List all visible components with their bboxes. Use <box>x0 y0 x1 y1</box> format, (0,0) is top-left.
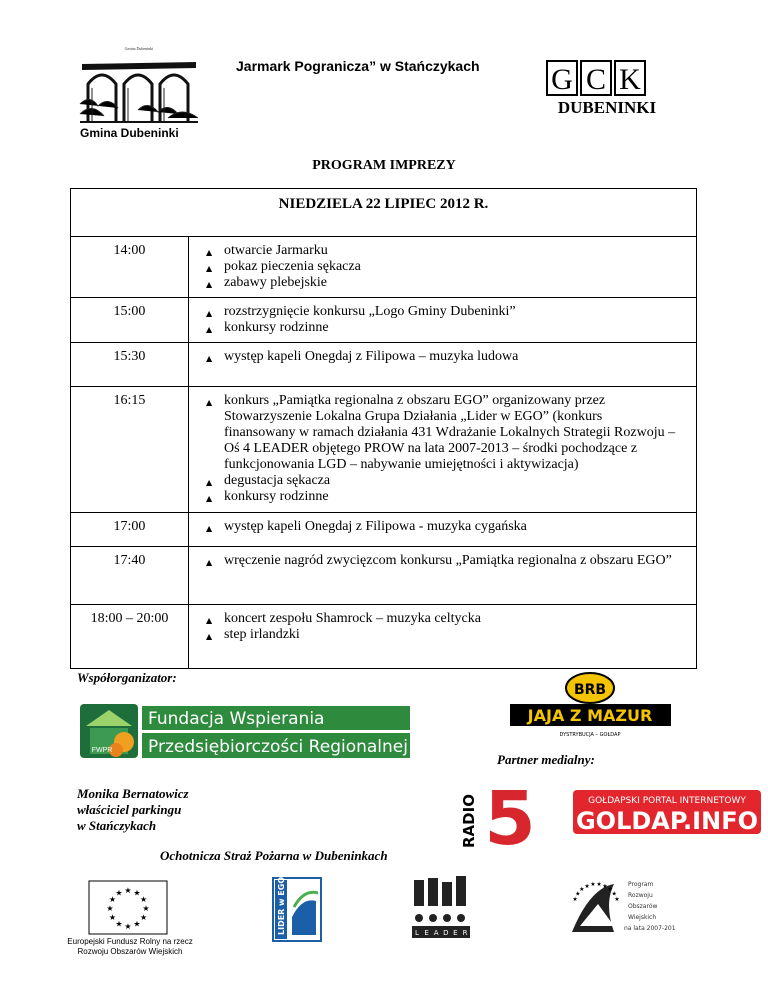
jaja-badge: BRB <box>573 682 607 698</box>
schedule-item-text: występ kapeli Onegdaj z Filipowa – muzyka ludowa <box>224 349 519 364</box>
bullet-icon: ▲ <box>206 494 213 503</box>
schedule-item-text: konkurs „Pamiątka regionalna z obszaru EGO” organizowany przez Stowarzyszenie Lokalna Grupa Działania „Lider w EGO” (konkurs finansowany w ramach działania 431 Wdrażanie Lokalnych Strategii Rozwoju – Oś 4 LEADER objętego PROW na lata 2007-2013 – środki pochodzące z funkcjonowania LGD – nabywanie umiejętności i aktywizacja) <box>224 393 676 472</box>
bullet-icon: ▲ <box>206 632 213 641</box>
eu-star-icon: ★ <box>115 919 123 929</box>
schedule-row <box>71 547 697 605</box>
prow-star-icon: ★ <box>602 883 608 890</box>
eu-star-icon: ★ <box>124 922 132 931</box>
eu-star-icon: ★ <box>133 919 141 929</box>
schedule-item <box>206 275 676 291</box>
schedule-item-text: pokaz pieczenia sękacza <box>224 259 361 274</box>
fundacja-line2: Przedsiębiorczości Regionalnej <box>148 737 408 757</box>
schedule-row <box>71 298 697 343</box>
monika-line-3: w Stańczykach <box>77 818 157 833</box>
jaja-name: JAJA Z MAZUR <box>527 706 653 725</box>
fundacja-badge: FWPR <box>91 747 113 754</box>
bullet-icon: ▲ <box>206 354 213 363</box>
schedule-time: 14:00 <box>71 237 189 298</box>
eu-star-icon: ★ <box>108 913 116 922</box>
schedule-items <box>189 547 697 605</box>
schedule-item-list <box>206 519 676 535</box>
gck-letter-c: C <box>585 63 607 96</box>
schedule-item <box>206 627 676 643</box>
gmina-dubeninki-logo <box>78 44 200 124</box>
bullet-icon: ▲ <box>206 558 213 567</box>
prow-star-icon: ★ <box>579 887 585 894</box>
monika-line-1: Monika Bernatowicz <box>77 786 189 801</box>
schedule-items <box>189 343 697 387</box>
osp-label: Ochotnicza Straż Pożarna w Dubeninkach <box>160 848 388 863</box>
event-title: Jarmark Pogranicza” w Stańczykach <box>236 58 480 74</box>
bullet-icon: ▲ <box>206 264 213 273</box>
bullet-icon: ▲ <box>206 398 213 407</box>
partner-label: Partner medialny: <box>497 752 595 767</box>
leader-letter: E <box>424 929 429 937</box>
schedule-time: 15:30 <box>71 343 189 387</box>
goldap-name: GOLDAP.INFO <box>575 807 759 834</box>
schedule-item <box>206 349 676 365</box>
gmina-logo-caption: Gmina Dubeninki <box>124 46 154 51</box>
schedule-item-text: konkursy rodzinne <box>224 320 329 335</box>
schedule-item-list <box>206 304 676 336</box>
schedule-item-text: otwarcie Jarmarku <box>224 243 328 258</box>
viaduct-drawing <box>78 44 200 124</box>
lider-w-ego-logo <box>272 877 322 942</box>
schedule-row <box>71 387 697 513</box>
schedule-item-text: koncert zespołu Shamrock – muzyka celtycka <box>224 611 481 626</box>
schedule-item-text: rozstrzygnięcie konkursu „Logo Gminy Dubeninki” <box>224 304 516 319</box>
prow-star-icon: ★ <box>611 891 617 898</box>
eu-flag-logo <box>88 880 168 935</box>
schedule-row <box>71 605 697 669</box>
eu-caption-line-1: Europejski Fundusz Rolny na rzecz <box>67 937 193 946</box>
leader-letter: L <box>415 929 419 937</box>
schedule-items <box>189 237 697 298</box>
schedule-item <box>206 519 676 535</box>
gck-letter-k: K <box>619 63 641 96</box>
bullet-icon: ▲ <box>206 616 213 625</box>
eu-star-icon: ★ <box>108 895 116 904</box>
schedule-items <box>189 513 697 547</box>
prow-star-icon: ★ <box>575 891 581 898</box>
monika-bernatowicz-block <box>77 786 189 834</box>
schedule-item-text: występ kapeli Onegdaj z Filipowa - muzyka cygańska <box>224 519 527 534</box>
goldap-info-logo <box>573 790 761 834</box>
fundacja-logo <box>80 702 410 760</box>
day-header: NIEDZIELA 22 LIPIEC 2012 R. <box>71 189 697 237</box>
bullet-icon: ▲ <box>206 524 213 533</box>
schedule-item <box>206 489 676 505</box>
gck-letter-g: G <box>551 63 573 96</box>
schedule-item-text: step irlandzki <box>224 627 300 642</box>
eu-star-icon: ★ <box>115 888 123 898</box>
prow-text-line: na lata 2007-2013 <box>624 925 675 932</box>
prow-text-line: Program <box>628 881 654 888</box>
eu-star-icon: ★ <box>140 913 148 922</box>
schedule-item <box>206 243 676 259</box>
schedule-time: 18:00 – 20:00 <box>71 605 189 669</box>
schedule-item-text: konkursy rodzinne <box>224 489 329 504</box>
bullet-icon: ▲ <box>206 309 213 318</box>
radio-number: 5 <box>484 780 536 850</box>
program-title: PROGRAM IMPREZY <box>312 158 456 173</box>
schedule-item <box>206 259 676 275</box>
schedule-item <box>206 611 676 627</box>
prow-text-line: Obszarów <box>628 903 658 910</box>
schedule-item-list <box>206 243 676 291</box>
prow-star-icon: ★ <box>614 897 620 904</box>
prow-star-icon: ★ <box>584 883 590 890</box>
schedule-item-list <box>206 553 676 569</box>
goldap-top: GOŁDAPSKI PORTAL INTERNETOWY <box>588 796 746 806</box>
prow-star-icon: ★ <box>596 882 602 889</box>
gmina-label: Gmina Dubeninki <box>80 126 179 140</box>
schedule-items <box>189 605 697 669</box>
eu-star-icon: ★ <box>106 904 114 913</box>
jaja-sub: DYSTRYBUCJA – GOŁDAP <box>559 732 621 738</box>
bullet-icon: ▲ <box>206 248 213 257</box>
prow-logo <box>570 878 675 936</box>
schedule-row <box>71 343 697 387</box>
schedule-items <box>189 298 697 343</box>
schedule-item <box>206 320 676 336</box>
radio-5-logo <box>458 780 548 850</box>
monika-line-2: właściciel parkingu <box>77 802 182 817</box>
schedule-row <box>71 237 697 298</box>
schedule-item <box>206 553 676 569</box>
eu-star-icon: ★ <box>124 886 132 895</box>
leader-letter: E <box>453 929 458 937</box>
leader-letter: D <box>443 929 449 937</box>
schedule-item <box>206 304 676 320</box>
eu-caption-line-2: Rozwoju Obszarów Wiejskich <box>77 947 183 956</box>
schedule-item-text: degustacja sękacza <box>224 473 331 488</box>
schedule-row <box>71 513 697 547</box>
prow-text-line: Rozwoju <box>628 892 653 899</box>
eu-caption <box>50 937 210 957</box>
schedule-time: 16:15 <box>71 387 189 513</box>
gck-dubeninki-logo <box>543 55 669 117</box>
schedule-item-text: wręczenie nagród zwycięzcom konkursu „Pamiątka regionalna z obszaru EGO” <box>224 553 672 568</box>
bullet-icon: ▲ <box>206 325 213 334</box>
leader-letter: A <box>433 929 439 937</box>
gck-subtitle: DUBENINKI <box>557 98 657 117</box>
radio-word: RADIO <box>460 794 478 848</box>
prow-star-icon: ★ <box>590 882 596 889</box>
bullet-icon: ▲ <box>206 280 213 289</box>
schedule-time: 15:00 <box>71 298 189 343</box>
eu-star-icon: ★ <box>133 888 141 898</box>
schedule-item-text: zabawy plebejskie <box>224 275 328 290</box>
schedule-time: 17:40 <box>71 547 189 605</box>
schedule-time: 17:00 <box>71 513 189 547</box>
schedule-item-list <box>206 611 676 643</box>
schedule-table <box>70 188 697 669</box>
day-header-row <box>71 189 697 237</box>
coorganizer-label: Współorganizator: <box>77 670 177 685</box>
fundacja-line1: Fundacja Wspierania <box>148 709 325 729</box>
leader-logo <box>410 874 472 940</box>
schedule-item <box>206 393 676 473</box>
leader-letter: R <box>462 929 468 937</box>
prow-text-line: Wiejskich <box>628 914 657 921</box>
eu-star-icon: ★ <box>140 895 148 904</box>
prow-star-icon: ★ <box>572 897 578 904</box>
schedule-item <box>206 473 676 489</box>
prow-star-icon: ★ <box>607 887 613 894</box>
lider-text: LIDER w EGO <box>277 877 286 935</box>
schedule-items <box>189 387 697 513</box>
eu-star-icon: ★ <box>142 904 150 913</box>
schedule-item-list <box>206 349 676 365</box>
bullet-icon: ▲ <box>206 478 213 487</box>
jaja-z-mazur-logo <box>508 672 673 740</box>
schedule-item-list <box>206 393 676 505</box>
